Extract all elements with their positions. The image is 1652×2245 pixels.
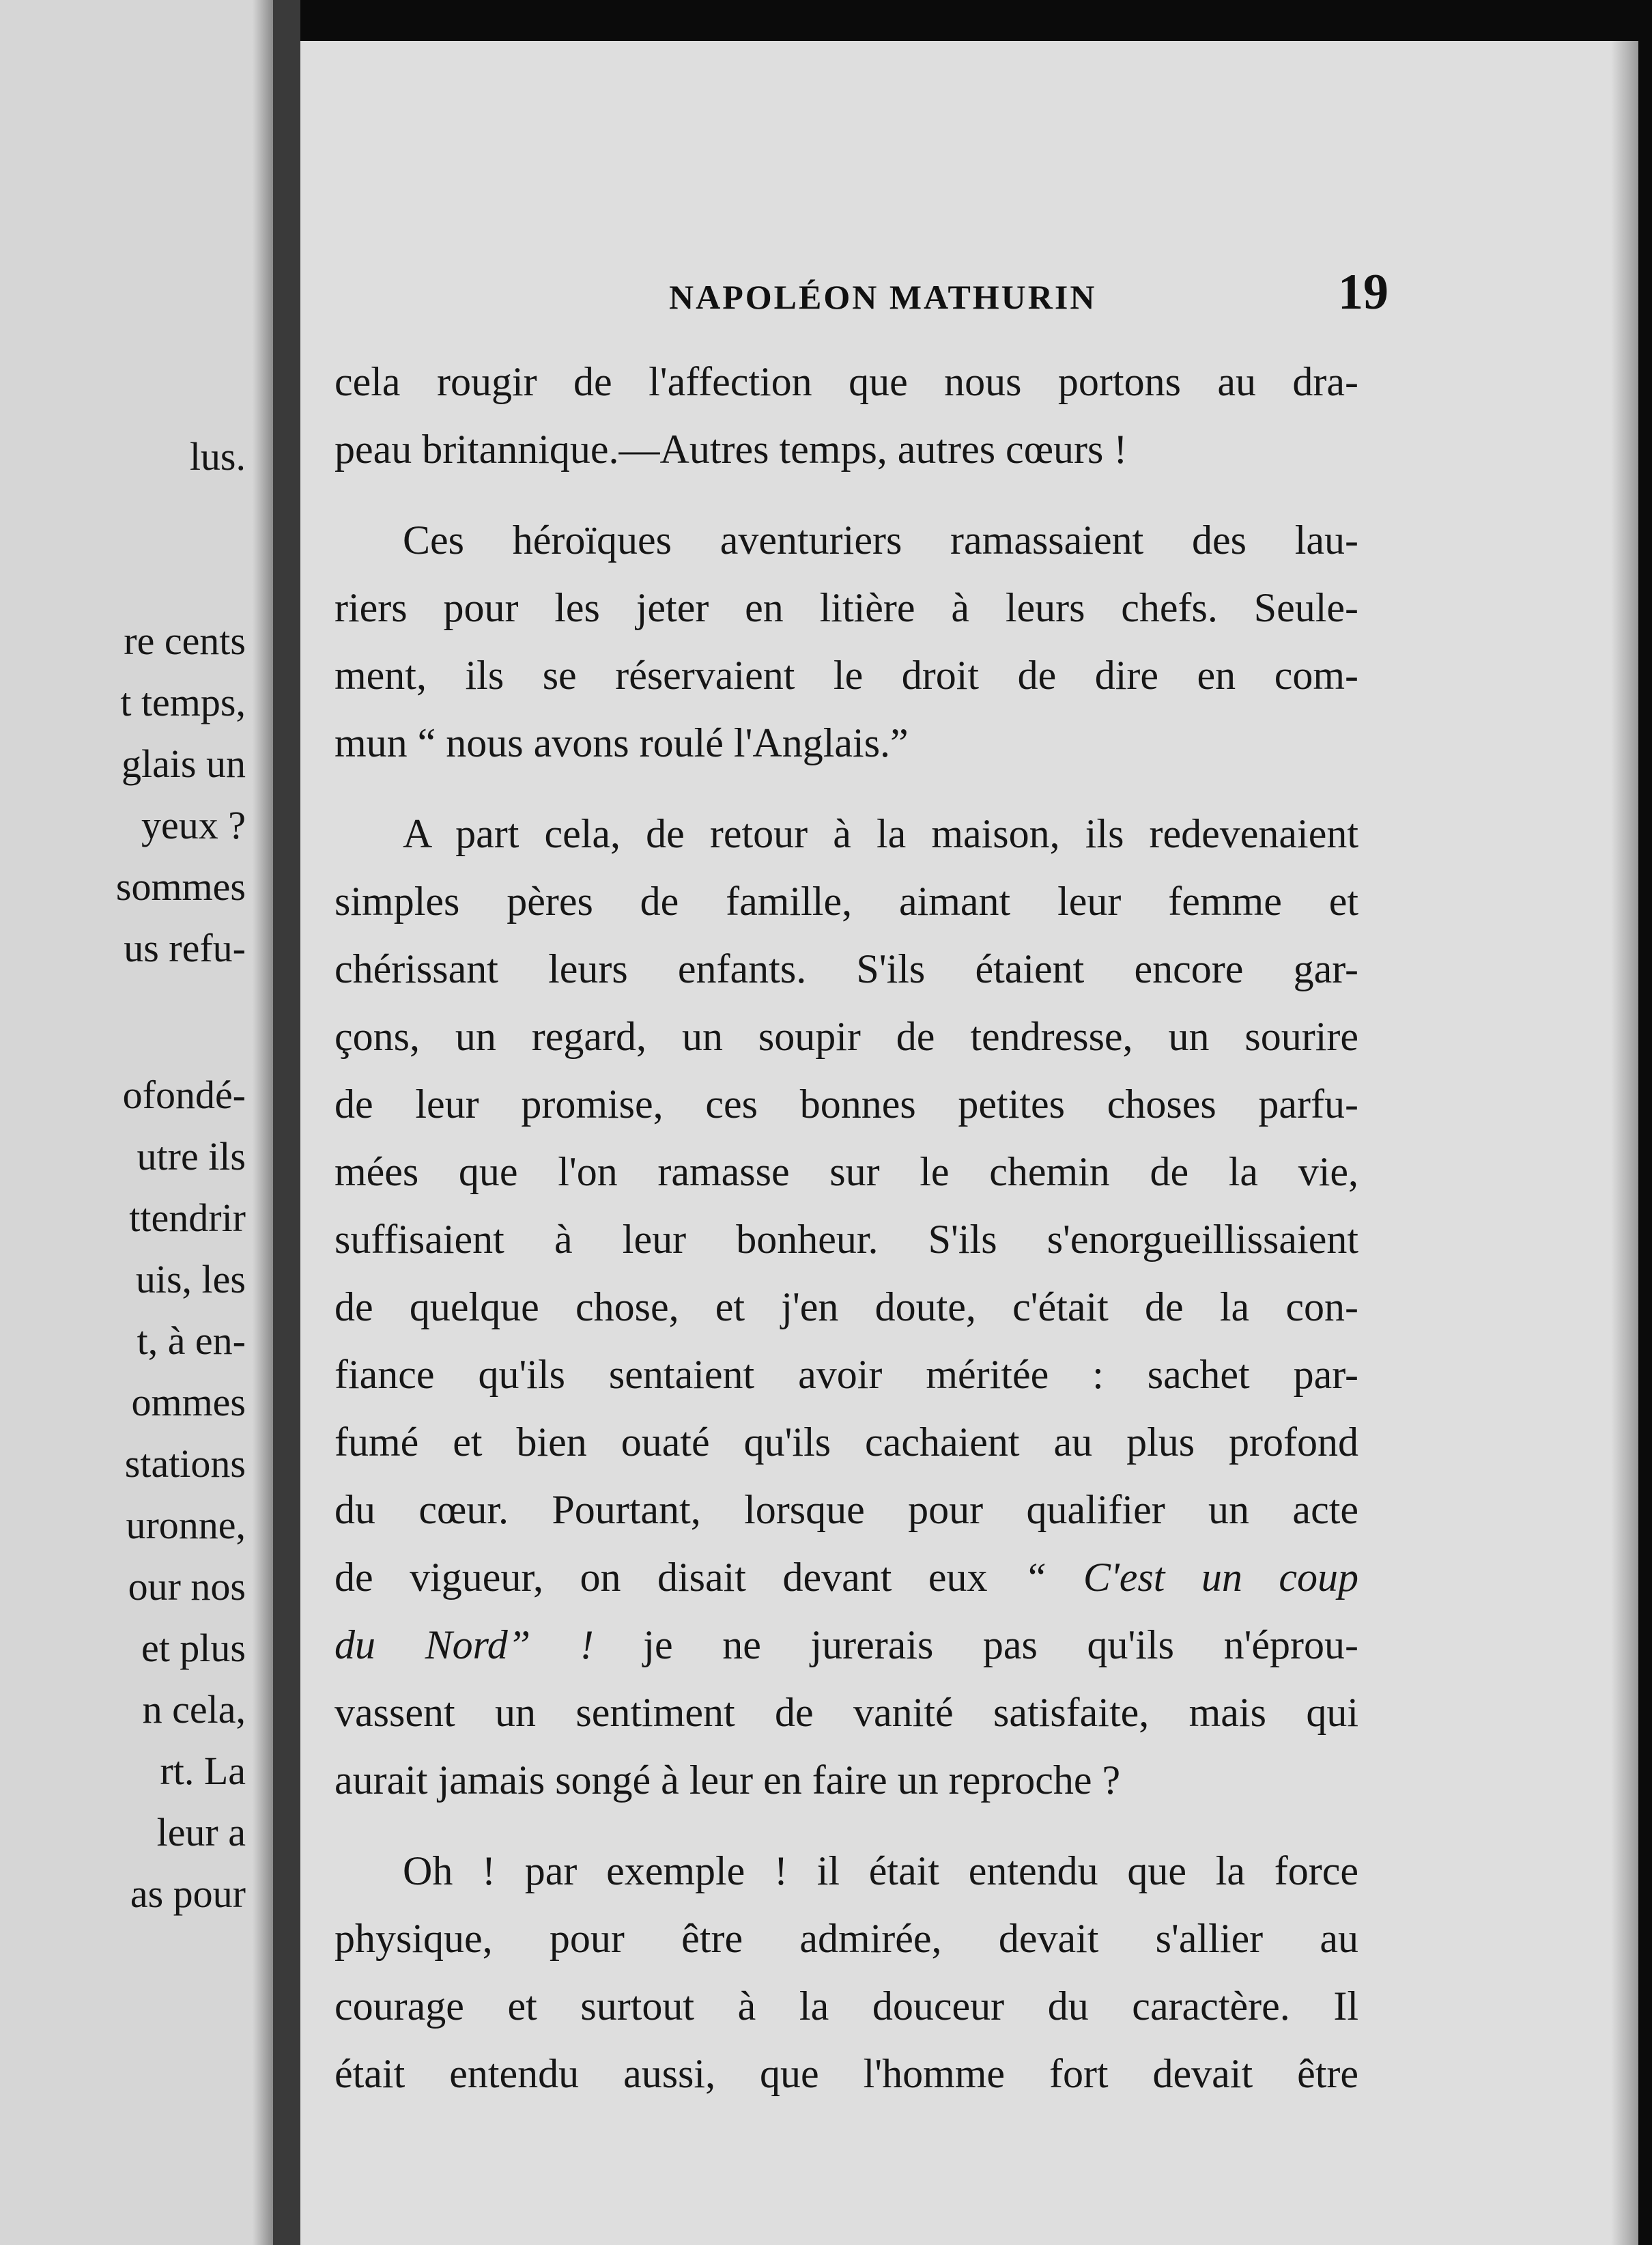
left-page-line: ofondé- bbox=[122, 1073, 246, 1117]
previous-page-fragment bbox=[0, 0, 273, 2245]
text-line: çons, un regard, un soupir de tendresse, un sourire bbox=[334, 1014, 1358, 1059]
text-line: courage et surtout à la douceur du caractère. Il bbox=[334, 1983, 1358, 2029]
paragraph-3 bbox=[334, 800, 1358, 1814]
left-page-line: re cents bbox=[124, 619, 246, 663]
left-page-line: t, à en- bbox=[137, 1318, 246, 1363]
text-line: fiance qu'ils sentaient avoir méritée : sachet par- bbox=[334, 1352, 1358, 1397]
left-page-line: et plus bbox=[141, 1626, 246, 1670]
text-line: fumé et bien ouaté qu'ils cachaient au plus profond bbox=[334, 1420, 1358, 1465]
text-line-with-quote bbox=[334, 1611, 1358, 1679]
left-page-line: stations bbox=[124, 1441, 246, 1486]
text-line: mun “ nous avons roulé l'Anglais.” bbox=[334, 720, 909, 765]
left-page-line: t temps, bbox=[120, 680, 246, 724]
text-run: je ne jurerais pas qu'ils n'éprou- bbox=[643, 1622, 1359, 1667]
text-line: physique, pour être admirée, devait s'allier au bbox=[334, 1916, 1358, 1961]
text-line: de leur promise, ces bonnes petites choses parfu- bbox=[334, 1082, 1358, 1127]
left-page-line: leur a bbox=[156, 1810, 246, 1854]
left-page-line: uronne, bbox=[126, 1503, 246, 1547]
page-19 bbox=[300, 41, 1638, 2245]
text-line-with-quote bbox=[334, 1544, 1358, 1611]
text-line: riers pour les jeter en litière à leurs chefs. Seule- bbox=[334, 585, 1358, 630]
text-line: simples pères de famille, aimant leur femme et bbox=[334, 879, 1358, 924]
text-line: A part cela, de retour à la maison, ils redevenaient bbox=[403, 811, 1358, 856]
left-page-line: uis, les bbox=[135, 1257, 246, 1301]
text-line: ment, ils se réservaient le droit de dire en com- bbox=[334, 653, 1358, 698]
left-page-line: utre ils bbox=[137, 1134, 246, 1178]
text-line: mées que l'on ramasse sur le chemin de la vie, bbox=[334, 1149, 1358, 1194]
left-page-line: lus. bbox=[189, 434, 246, 479]
left-page-line: sommes bbox=[115, 864, 246, 909]
text-line: de quelque chose, et j'en doute, c'était de la con- bbox=[334, 1284, 1358, 1329]
italic-quote: “ C'est un coup bbox=[1024, 1555, 1359, 1600]
text-run: de vigueur, on disait devant eux bbox=[334, 1555, 988, 1600]
left-page-line: n cela, bbox=[142, 1687, 246, 1732]
left-page-line: us refu- bbox=[124, 926, 246, 970]
text-line: cela rougir de l'affection que nous portons au dra- bbox=[334, 359, 1358, 404]
page-number: 19 bbox=[1338, 264, 1388, 320]
text-line: chérissant leurs enfants. S'ils étaient encore gar- bbox=[334, 946, 1358, 991]
text-line: était entendu aussi, que l'homme fort devait être bbox=[334, 2051, 1358, 2096]
text-line: Ces héroïques aventuriers ramassaient des lau- bbox=[403, 518, 1358, 563]
running-head: NAPOLÉON MATHURIN bbox=[669, 278, 1097, 316]
left-page-gutter-shadow bbox=[253, 0, 273, 2245]
paragraph-4 bbox=[334, 1837, 1358, 2108]
text-line: suffisaient à leur bonheur. S'ils s'enorgueillissaient bbox=[334, 1217, 1358, 1262]
left-page-line: glais un bbox=[121, 742, 246, 786]
text-line: Oh ! par exemple ! il était entendu que la force bbox=[403, 1848, 1358, 1893]
text-line: aurait jamais songé à leur en faire un reproche ? bbox=[334, 1757, 1121, 1803]
text-line: vassent un sentiment de vanité satisfaite, mais qui bbox=[334, 1690, 1358, 1735]
left-page-line: ttendrir bbox=[129, 1196, 246, 1240]
italic-quote: du Nord” ! bbox=[334, 1622, 594, 1667]
paragraph-1 bbox=[334, 348, 1358, 483]
left-page-line: ommes bbox=[131, 1380, 246, 1424]
left-page-line: our nos bbox=[128, 1564, 246, 1609]
paragraph-2 bbox=[334, 507, 1358, 777]
body-text bbox=[334, 348, 1358, 2108]
text-line: peau britannique.—Autres temps, autres cœurs ! bbox=[334, 427, 1128, 472]
page-edge-shadow bbox=[1611, 41, 1638, 2245]
book-binding-strip bbox=[273, 0, 300, 2245]
text-line: du cœur. Pourtant, lorsque pour qualifier un acte bbox=[334, 1487, 1358, 1532]
left-page-line: yeux ? bbox=[141, 803, 246, 847]
left-page-line: rt. La bbox=[160, 1749, 246, 1793]
left-page-line: as pour bbox=[130, 1872, 246, 1916]
